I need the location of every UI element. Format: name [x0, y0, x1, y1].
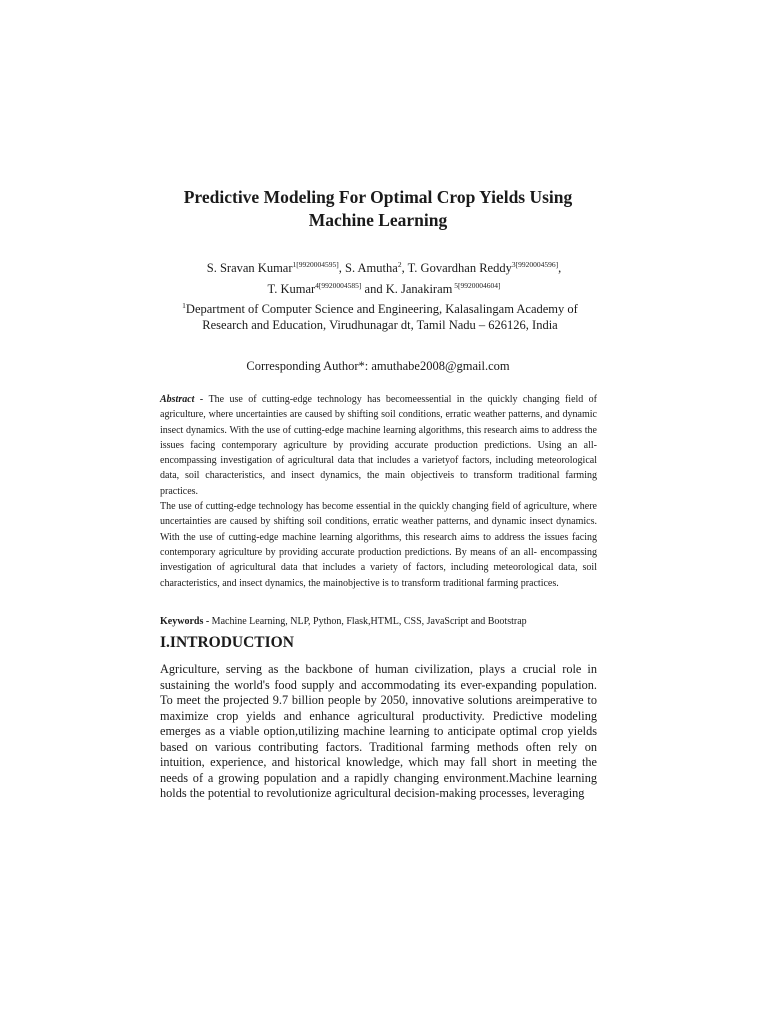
- author-superscript: 4[9920004585]: [315, 281, 362, 290]
- author-superscript: 5[9920004604]: [452, 281, 501, 290]
- abstract-text: The use of cutting-edge technology has becomeessential in the quickly changing field of agriculture, where uncertainties are caused by shifting soil conditions, erratic weather patterns, and dynamic insect dynamics. With the use of cutting-edge machine learning algorithms, this research aims to address the issues facing contemporary agriculture by providing accurate production predictions. Using an all-encompassing investigation of agricultural data that includes a varietyof factors, including meteorological data, soil characteristics, and insect dynamics, the main objectiveis to transform traditional farming practices.: [160, 394, 598, 497]
- author-superscript: 2: [397, 260, 402, 269]
- author-superscript: 3[9920004596]: [511, 260, 559, 269]
- paper-title: Predictive Modeling For Optimal Crop Yields Using Machine Learning: [183, 187, 573, 230]
- author-separator: ,: [558, 261, 562, 275]
- author-separator: ,: [401, 261, 408, 275]
- author-name: S. Amutha: [345, 261, 398, 275]
- abstract-block: [160, 392, 597, 591]
- introduction-paragraph: Agriculture, serving as the backbone of human civilization, plays a crucial role in sustaining the world's food supply and accommodating its ever-expanding population. To meet the projected 9.7 billion people by 2050, innovative solutions areimperative to maximize crop yields and enhance agricultural productivity. Predictive modeling emerges as a viable option,utilizing machine learning to anticipate optimal crop yields based on various contributing factors. Traditional farming methods often rely on intuition, experience, and historical knowledge, which may fall short in meeting the needs of a growing population and a rapidly changing environment.Machine learning holds the potential to revolutionize agricultural decision-making processes, leveraging: [160, 662, 597, 800]
- author-list: [150, 258, 618, 300]
- abstract-label: Abstract -: [160, 394, 209, 405]
- abstract-paragraph: The use of cutting-edge technology has become essential in the quickly changing field of agriculture, where uncertainties are caused by shifting soil conditions, erratic weather patterns, and dynamic insect dynamics. With the use of cutting-edge machine learning algorithms, this research aims to address the issues facing contemporary agriculture by providing accurate production predictions. By means of an all- encompassing investigation of agricultural data that includes a variety of factors, including meteorological data, soil characteristics, and insect dynamics, the mainobjective is to transform traditional farming practices.: [160, 501, 597, 589]
- keywords-text: Machine Learning, NLP, Python, Flask,HTML, CSS, JavaScript and Bootstrap: [211, 616, 527, 627]
- keywords-label: Keywords -: [160, 616, 212, 627]
- author-name: S. Sravan Kumar: [206, 261, 293, 275]
- abstract-paragraph: [160, 392, 597, 499]
- author-name: T. Kumar: [267, 282, 316, 296]
- author-name: T. Govardhan Reddy: [407, 261, 512, 275]
- affiliation: [165, 301, 595, 333]
- author-separator: ,: [338, 261, 346, 275]
- corresponding-author: Corresponding Author*: amuthabe2008@gmail.com: [246, 359, 510, 373]
- author-superscript: 1[9920004595]: [292, 260, 339, 269]
- affiliation-text: Department of Computer Science and Engineering, Kalasalingam Academy of Research and Education, Virudhunagar dt, Tamil Nadu – 626126, India: [185, 302, 578, 332]
- section-heading-introduction: I.INTRODUCTION: [160, 634, 294, 651]
- author-separator: and: [361, 282, 386, 296]
- keywords-line: [160, 614, 597, 629]
- affiliation-superscript: 1: [182, 301, 186, 310]
- author-name: K. Janakiram: [385, 282, 453, 296]
